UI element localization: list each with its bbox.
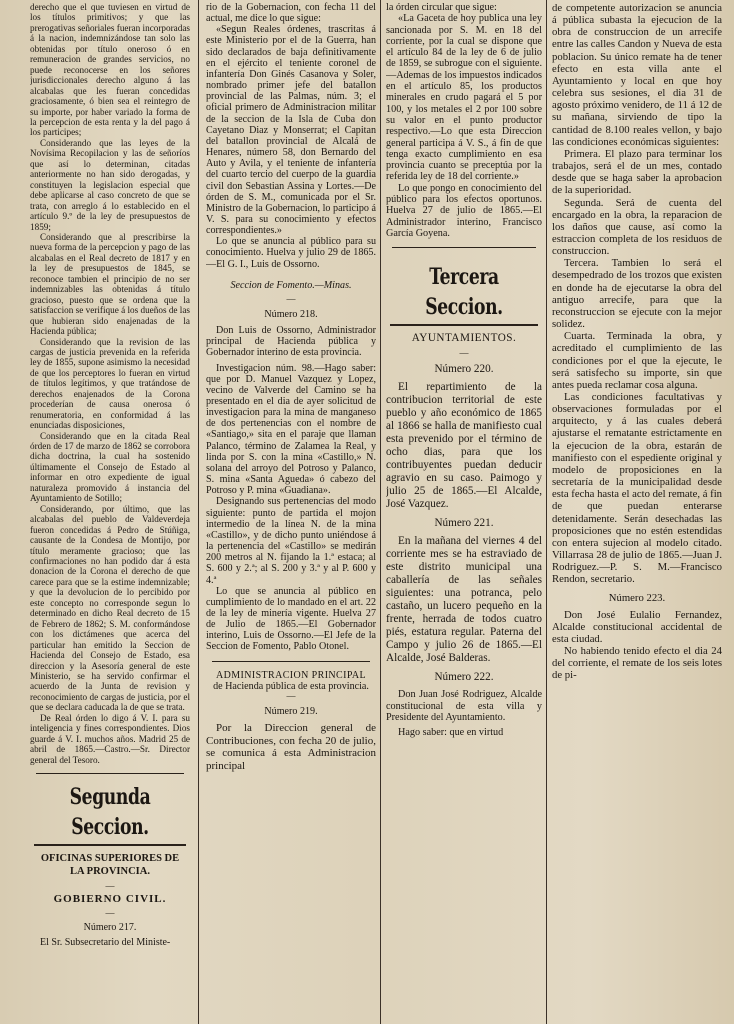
ayuntamientos-heading: AYUNTAMIENTOS. xyxy=(411,332,517,345)
paragraph: la órden circular que sigue: xyxy=(386,2,497,13)
item-number: Número 218. xyxy=(264,308,318,320)
column-4 xyxy=(552,0,722,1024)
column-3 xyxy=(386,0,542,1024)
section-subtitle: Seccion de Fomento.—Minas. xyxy=(230,279,352,291)
divider: — xyxy=(286,690,296,701)
admin-heading: ADMINISTRACION PRINCIPAL xyxy=(215,669,367,681)
paragraph: Las condiciones facultativas y observaciones formuladas por el arquitecto, y á las cuales deberá ajustarse el rematante estrictamente en la ejecucion de la obra, estarán de manifiesto con el espediente original y modelo de proposiciones en la secretaría de la municipalidad desde esta fecha hasta el acto del remate, á fin de que puedan enterarse detenidamente. Serán desechadas las proposiciones que no estén estendidas con entera sujecion al modelo citado. Villarrasa 28 de julio de 1865.—Juan J. Rodriguez.—P. S. M.—Francisco Rendon, secretario. xyxy=(552,391,722,586)
divider xyxy=(212,661,370,662)
column-rule xyxy=(380,0,381,1024)
paragraph: Considerando que la revision de las cargas de justicia prevenida en la referida ley de 1855, supone asimismo la necesidad de que los perceptores lo fueran en virtud de títulos legítimos, y que tratándose de derechos enajenados de la Corona procederían de causa onerosa ó renumeratoria, en conformidad á las enunciadas disposiciones, xyxy=(30,336,190,431)
paragraph: Considerando que las leyes de la Novísima Recopilacion y las de señoríos que así lo determinan, citadas anteriormente no han sido derogadas, y constituyen la legislacion especial que debe aplicarse al caso concreto de que se trata, con arreglo á lo establecido en el artículo 9.º de la ley de presupuestos de 1859; xyxy=(30,137,190,232)
paragraph: de competente autorizacion se anuncia á pública subasta la ejecucion de la obra de construccion de un arrecife entre las calles Candon y Nueva de esta poblacion. Su único remate ha de tener efecto en esta villa ante el Ayuntamiento y local en que hoy celebra sus sesiones, el dia 31 de agosto próximo venidero, de 11 á 12 de su mañana, sirviendo de tipo la cantidad de 8.100 reales vellon, y bajo las condiciones económicas siguientes: xyxy=(552,2,722,148)
divider xyxy=(36,773,184,774)
paragraph: No habiendo tenido efecto el dia 24 del corriente, el remate de los seis lotes de pi- xyxy=(552,645,722,682)
paragraph: Don Luis de Ossorno, Administrador principal de Hacienda pública y Gobernador interino de esta provincia. xyxy=(206,325,376,359)
paragraph: Lo que pongo en conocimiento del público para los efectos oportunos. Huelva 27 de julio de 1865.—El Administrador interino, Francisco García Goyena. xyxy=(386,182,542,239)
item-number: Número 220. xyxy=(434,363,494,376)
column-1 xyxy=(30,0,190,1024)
paragraph: Considerando que en la citada Real órden de 17 de marzo de 1862 se corrobora dicha doctrina, la cual ha sostenido últimamente el Consejo de Estado al informar en otro expediente de igual naturaleza promovido á instancia del Ayuntamiento de Sotillo; xyxy=(30,430,190,504)
paragraph: rio de la Gobernacion, con fecha 11 del actual, me dice lo que sigue: xyxy=(206,2,376,25)
paragraph: Primera. El plazo para terminar los trabajos, será el de un mes, contado desde que se haga saber la aprobacion de la superioridad. xyxy=(552,147,722,197)
paragraph: Segunda. Será de cuenta del encargado en la obra, la reparacion de los daños que cause, así como la estraccion completa de los residuos de construccion. xyxy=(552,196,722,258)
paragraph: Don Juan José Rodriguez, Alcalde constitucional de esta villa y Presidente del Ayuntamiento. xyxy=(386,689,542,723)
offices-heading: OFICINAS SUPERIORES DE LA PROVINCIA. xyxy=(40,853,180,878)
item-number: Número 222. xyxy=(434,671,494,684)
gobierno-heading: GOBIERNO CIVIL. xyxy=(53,893,167,906)
column-2 xyxy=(206,0,376,1024)
divider: — xyxy=(459,348,469,359)
paragraph: En la mañana del viernes 4 del corriente mes se ha estraviado de este distrito municipal una caballería de las señales siguientes: una potranca, pelo castaño, un lucero pequeño en la frente, herrada de todos cuatro piés, estatura regular. Paterna del Campo y julio 26 de 1865.—El Alcalde, José Balderas. xyxy=(386,535,542,665)
item-number: Número 221. xyxy=(434,517,494,530)
paragraph: Investigacion núm. 98.—Hago saber: que por D. Manuel Vazquez y Lopez, vecino de Valverde del Camino se ha presentado en el dia de ayer solicitud de investigacion para la mina de manganeso de dos pertenencias con el nombre de «Santiago,» sita en el paraje que llaman Palanco, término de Zalamea la Real, y linda por S. con la mina «Castillo,» N. solana del arroyo del Potroso y Palanco, S. mina «Santa Agueda» ó cabezo del Potroso y P. mina «Guadiana». xyxy=(206,362,376,497)
paragraph: Considerando que al prescribirse la nueva forma de la percepcion y pago de las alcabalas en el Real decreto de 1817 y en la ley de presupuestos de 1845, se reconoce tambien el principio de no ser indemnizables las obtenidas á título gracioso, puesto que se ordena que la satisfaccion se verifique á los dueños de las que hubieran sido enajenadas de la Hacienda pública; xyxy=(30,231,190,337)
divider: — xyxy=(286,293,296,304)
paragraph: De Real órden lo digo á V. I. para su inteligencia y fines correspondientes. Dios guarde á V. I. muchos años. Madrid 25 de abril de 1865.—Castro.—Sr. Director general del Tesoro. xyxy=(30,712,190,765)
item-number: Número 219. xyxy=(264,705,318,717)
paragraph: Don José Eulalio Fernandez, Alcalde constitucional accidental de esta ciudad. xyxy=(552,608,722,645)
paragraph: El repartimiento de la contribucion territorial de este pueblo y año económico de 1865 al 1866 se halla de manifiesto cual esta prevenido por el término de ocho dias, para que los contribuyentes puedan deducir agravio en su caso. Paimogo y julio 25 de 1865.—El Alcalde, José Vazquez. xyxy=(386,381,542,511)
divider xyxy=(390,324,538,326)
divider: — xyxy=(105,907,115,918)
paragraph: Lo que se anuncia al público para su conocimiento. Huelva y julio 29 de 1865.—El G. I., Luis de Ossorno. xyxy=(206,236,376,270)
paragraph: «Segun Reales órdenes, trascritas á este Ministerio por el de la Guerra, han sido declarados de baja definitivamente en el ejército el teniente coronel de infantería Don Ginés Casanova y Soler, nombrado primer jefe del batallon provincial de las Palmas, núm. 3; el oficial primero de Administracion militar de la seccion de la Isla de Cuba don Cayetano Diaz y Monserrat; el Capitan del batallon provincial de Alcalá de Henares, número 58, don Bernardo del Auto y Avila, y el teniente de infantería del cuarto tercio del cuerpo de la guardia civil don Sebastian Assina y Lortes.—De órden de S. M., comunicada por el Sr. Ministro de la Gobernacion, lo participo á V. S. para su conocimiento y efectos correspondientes.» xyxy=(206,24,376,237)
paragraph: Tercera. Tambien lo será el desempedrado de los trozos que existen en donde ha de ejecutarse la obra del antiguo arrecife, para que la reconstruccion se ejecute con la mejor solidez. xyxy=(552,257,722,331)
admin-subheading: de Hacienda pública de esta provincia. xyxy=(213,680,369,692)
section-title: Tercera Seccion. xyxy=(425,264,503,321)
divider xyxy=(34,844,186,846)
item-number: Número 217. xyxy=(83,921,137,933)
paragraph: Designando sus pertenencias del modo siguiente: punto de partida el mojon intermedio de la línea N. de la mina «Castillo», y de dicho punto uniéndose á la pertenencia del «Castillo» se medirán 200 metros al N. fijando la 1.ª estaca; al S. 600 y 2.ª; al S. 200 y 3.ª y al P. 600 y 4.ª xyxy=(206,496,376,586)
paragraph: «La Gaceta de hoy publica una ley sancionada por S. M. en 18 del corriente, por la cual se dispone que el artículo 84 de la ley de 6 de julio de 1859, se subrogue con el siguiente.—Ademas de los impuestos indicados en el artículo 85, los productos minerales en crudo pagará el 5 por 100, y los metales el 2 por 100 sobre su valor en el punto productor respectivo.—Lo que esta Direccion general participa á V. S., á fin de que tenga exacto cumplimiento en esa provincia cuanto se preceptúa por la referida ley de 18 del corriente.» xyxy=(386,13,542,183)
paragraph: Cuarta. Terminada la obra, y acreditado el cumplimiento de las condiciones por el que la ejecute, le será satisfecho su importe, sin que antes pueda reclamar cosa alguna. xyxy=(552,330,722,391)
paragraph: Considerando, por último, que las alcabalas del pueblo de Valdeverdeja fueron concedidas á Pedro de Stúñiga, causante de la Condesa de Montijo, por título meramente gracioso; que las confirmaciones no han podido dar á esta donacion de la Corona el derecho de que carece para que se la estime indemnizable; y que la devolucion de lo percibido por este concepto no corresponde segun lo determinado en dicho Real decreto de 15 de Febrero de 1862; S. M. conformándose con los dictámenes que acerca del particular han emitido la Seccion de Hacienda del Consejo de Estado, esa direccion y la Asesoría general de este Ministerio, se ha servido confirmar el acuerdo de la Junta de revision y reconocimiento de cargas de justicia, por el que se declara caducada la de que se trata. xyxy=(30,503,190,713)
paragraph: Hago saber: que en virtud xyxy=(398,727,504,739)
column-rule xyxy=(546,0,547,1024)
paragraph: Lo que se anuncia al público en cumplimiento de lo mandado en el art. 22 de la ley de minería vigente. Huelva 27 de Julio de 1865.—El Gobernador interino, Luis de Ossorno.—El Jefe de la Seccion de Fomento, Pablo Otonel. xyxy=(206,585,376,653)
paragraph: derecho que el que tuviesen en virtud de los títulos primitivos; y que las prerogativas señoriales fueran incorporadas á la nacion, indemnizándose tan solo las obtenidas por título oneroso ó en remuneracion de grandes servicios, no puede reconocerse en los señores jurisdiccionales derecho alguno á las alcabalas que les fueran concedidas graciosamente, ó bien sea el reintegro de su importe, por haber variado la forma de la percepcion de esta renta y la del pago á los participes; xyxy=(30,2,190,138)
section-title: Segunda Seccion. xyxy=(69,784,151,841)
paragraph: El Sr. Subsecretario del Ministe- xyxy=(40,936,171,948)
column-rule xyxy=(198,0,199,1024)
divider: — xyxy=(105,881,115,892)
divider xyxy=(392,247,536,248)
paragraph: Por la Direccion general de Contribuciones, con fecha 20 de julio, se comunica á esta Administracion principal xyxy=(206,722,376,772)
item-number: Número 223. xyxy=(608,591,666,604)
